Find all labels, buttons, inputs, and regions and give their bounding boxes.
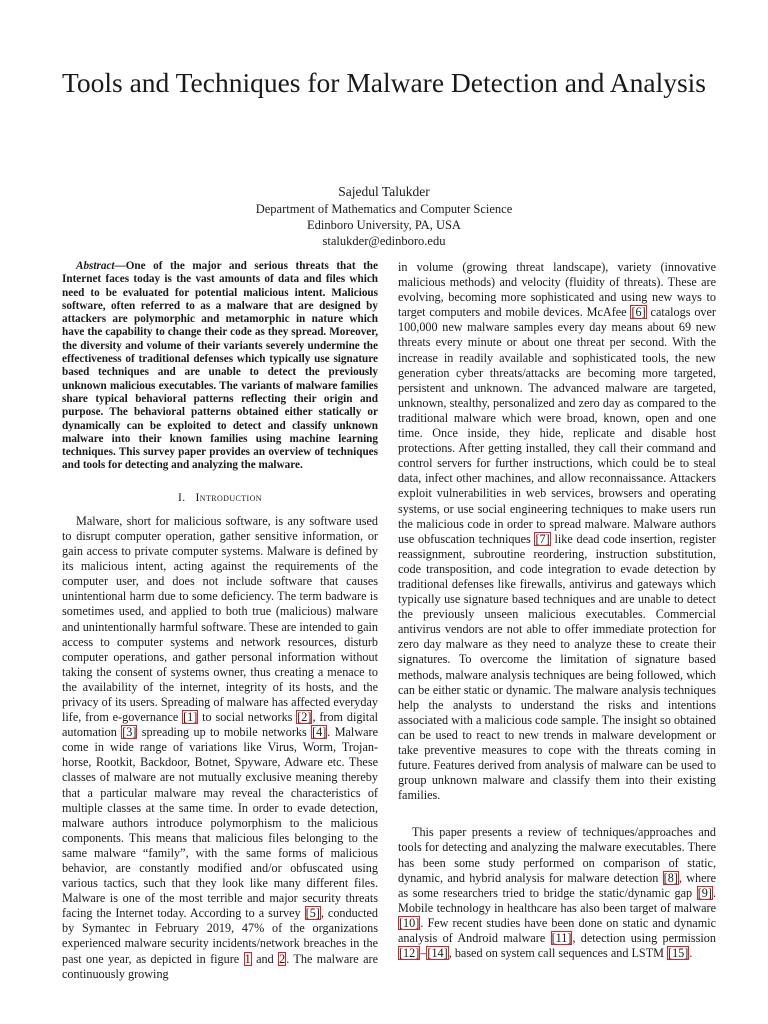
- abstract: [62, 260, 378, 473]
- citation-link[interactable]: [2]: [297, 710, 312, 725]
- abstract-label: Abstract: [76, 260, 115, 272]
- intro-paragraph-2: [398, 825, 716, 961]
- right-column: [398, 260, 716, 961]
- citation-link[interactable]: [1]: [183, 710, 198, 725]
- body-text: Malware, short for malicious software, is any software used to disrupt computer operation, gather sensitive information, or gain access to private computer systems. Malware is defined by its malicious intent, acting against the requirements of the computer user, and does not include software that causes unintentional harm due to some deficiency. The term badware is sometimes used, and applied to both true (malicious) malware and unintentionally harmful software. These are intended to gain access to computer systems and network resources, disturb computer operations, and gather personal information without taking the consent of systems owner, thus creating a menace to the availability of the internet, integrity of its hosts, and the privacy of its users. Spreading of malware has affected everyday life, from e-governance: [62, 513, 378, 725]
- intro-paragraph-1: [62, 514, 378, 982]
- citation-link[interactable]: [12]: [399, 946, 420, 961]
- citation-link[interactable]: [8]: [663, 870, 678, 885]
- citation-link[interactable]: [5]: [305, 906, 320, 921]
- paper-title: Tools and Techniques for Malware Detection and Analysis: [61, 67, 707, 98]
- left-column: [62, 260, 378, 982]
- intro-paragraph-1-continued: [398, 260, 716, 803]
- body-text: This paper presents a review of techniques/approaches and tools for detecting and analyzing the malware executables. There has been some study performed on comparison of static, dynamic, and hybrid analysis for malware detection: [398, 825, 716, 885]
- body-text: . The malware are continuously growing: [62, 951, 378, 981]
- figure-link[interactable]: 1: [244, 951, 251, 966]
- body-text: , conducted by Symantec in February 2019, 47% of the organizations experienced malware security incidents/network breaches in the past one year, as depicted in figure: [62, 906, 378, 966]
- citation-link[interactable]: [10]: [399, 915, 420, 930]
- citation-link[interactable]: [4]: [312, 725, 327, 740]
- body-text: . Mobile technology in healthcare has also been target of malware: [398, 885, 716, 915]
- author-department: Department of Mathematics and Computer Science: [255, 202, 513, 216]
- author-institution: Edinboro University, PA, USA: [307, 218, 461, 232]
- body-text: like dead code insertion, register reassignment, subroutine reordering, instruction substitution, code transposition, and code integration to evade detection by traditional defenses like firewalls, antivirus and gateways which typically use signature based techniques and are unable to detect the previously unseen malicious executables. Commercial antivirus vendors are not able to offer immediate protection for zero day malware as they need to analyze these to create their signatures. To overcome the limitation of signature based methods, malware analysis techniques are being followed, which can be either static or dynamic. The malware analysis techniques help the analysts to understand the risks and intentions associated with a malicious code sample. The insight so obtained can be used to react to new trends in malware development or take preventive measures to cope with the threats coming in future. Features derived from analysis of malware can be used to group unknown malware and classify them into their existing families.: [398, 531, 716, 803]
- body-text: to social networks: [198, 710, 297, 725]
- body-text: catalogs over 100,000 new malware samples every day means about 69 new threats every minute or about one threat per second. With the increase in readily available and sophisticated tools, the new generation cyber threats/attacks are becoming more targeted, persistent and unknown. The advanced malware are targeted, unknown, stealthy, personalized and zero day as compared to the traditional malware which were broad, known, open and one time. Once inside, they hide, replicate and disable host protections. After getting installed, they call their command and control servers for further instructions, which could be to steal data, infect other machines, and allow reconnaissance. Attackers exploit vulnerabilities in web services, browsers and operating systems, or use social engineering techniques to make users run the malicious code in order to spread malware. Malware authors use obfuscation techniques: [398, 305, 716, 546]
- body-text: in volume (growing threat landscape), variety (innovative malicious methods) and velocity (fluidity of threats). These are evolving, becoming more sophisticated and using new ways to target computers and mobile devices. McAfee: [398, 260, 716, 320]
- citation-link[interactable]: [6]: [631, 305, 646, 320]
- citation-link[interactable]: [15]: [668, 946, 689, 961]
- figure-link[interactable]: 2: [279, 951, 286, 966]
- author-email: stalukder@edinboro.edu: [322, 234, 446, 248]
- citation-link[interactable]: [9]: [697, 885, 712, 900]
- section-heading: [62, 490, 378, 505]
- section-title: Introduction: [195, 490, 262, 504]
- citation-link[interactable]: [14]: [427, 946, 448, 961]
- body-text: –: [420, 946, 427, 961]
- author-name: Sajedul Talukder: [338, 184, 430, 199]
- citation-link[interactable]: [3]: [122, 725, 137, 740]
- body-text: .: [689, 946, 693, 961]
- section-number: I.: [178, 490, 186, 504]
- body-text: , from digital automation: [62, 710, 378, 740]
- body-text: and: [251, 951, 279, 966]
- citation-link[interactable]: [11]: [551, 931, 572, 946]
- body-text: , based on system call sequences and LSTM: [448, 946, 668, 961]
- body-text: , detection using permission: [572, 931, 716, 946]
- abstract-dash: —: [114, 260, 126, 272]
- author-block: [40, 182, 728, 249]
- body-text: , where as some researchers tried to bridge the static/dynamic gap: [398, 870, 716, 900]
- citation-link[interactable]: [7]: [535, 531, 550, 546]
- abstract-text: One of the major and serious threats that the Internet faces today is the vast amounts of data and files which need to be evaluated for potential malicious intent. Malicious software, often referred to as a malware that are designed by attackers are polymorphic and metamorphic in nature which have the capability to change their code as they spread. Moreover, the diversity and volume of their variants severely undermine the effectiveness of traditional defenses which typically use signature based techniques and are unable to detect the previously unknown malicious executables. The variants of malware families share typical behavioral patterns reflecting their origin and purpose. The behavioral patterns obtained either statically or dynamically can be exploited to detect and classify unknown malware into their known families using machine learning techniques. This survey paper provides an overview of techniques and tools for detecting and analyzing the malware.: [62, 260, 378, 472]
- body-text: spreading up to mobile networks: [137, 725, 312, 740]
- body-text: . Malware come in wide range of variations like Virus, Worm, Trojan-horse, Rootkit, Backdoor, Botnet, Spyware, Adware etc. These classes of malware are not mutually exclusive meaning thereby that a particular malware may reveal the characteristics of multiple classes at the same time. In order to evade detection, malware authors introduce polymorphism to the malicious components. This means that malicious files belonging to the same malware “family”, with the same forms of malicious behavior, are constantly modified and/or obfuscated using various tactics, such that they look like many different files. Malware is one of the most terrible and major security threats facing the Internet today. According to a survey: [62, 725, 379, 921]
- body-text: . Few recent studies have been done on static and dynamic analysis of Android malware: [398, 915, 716, 946]
